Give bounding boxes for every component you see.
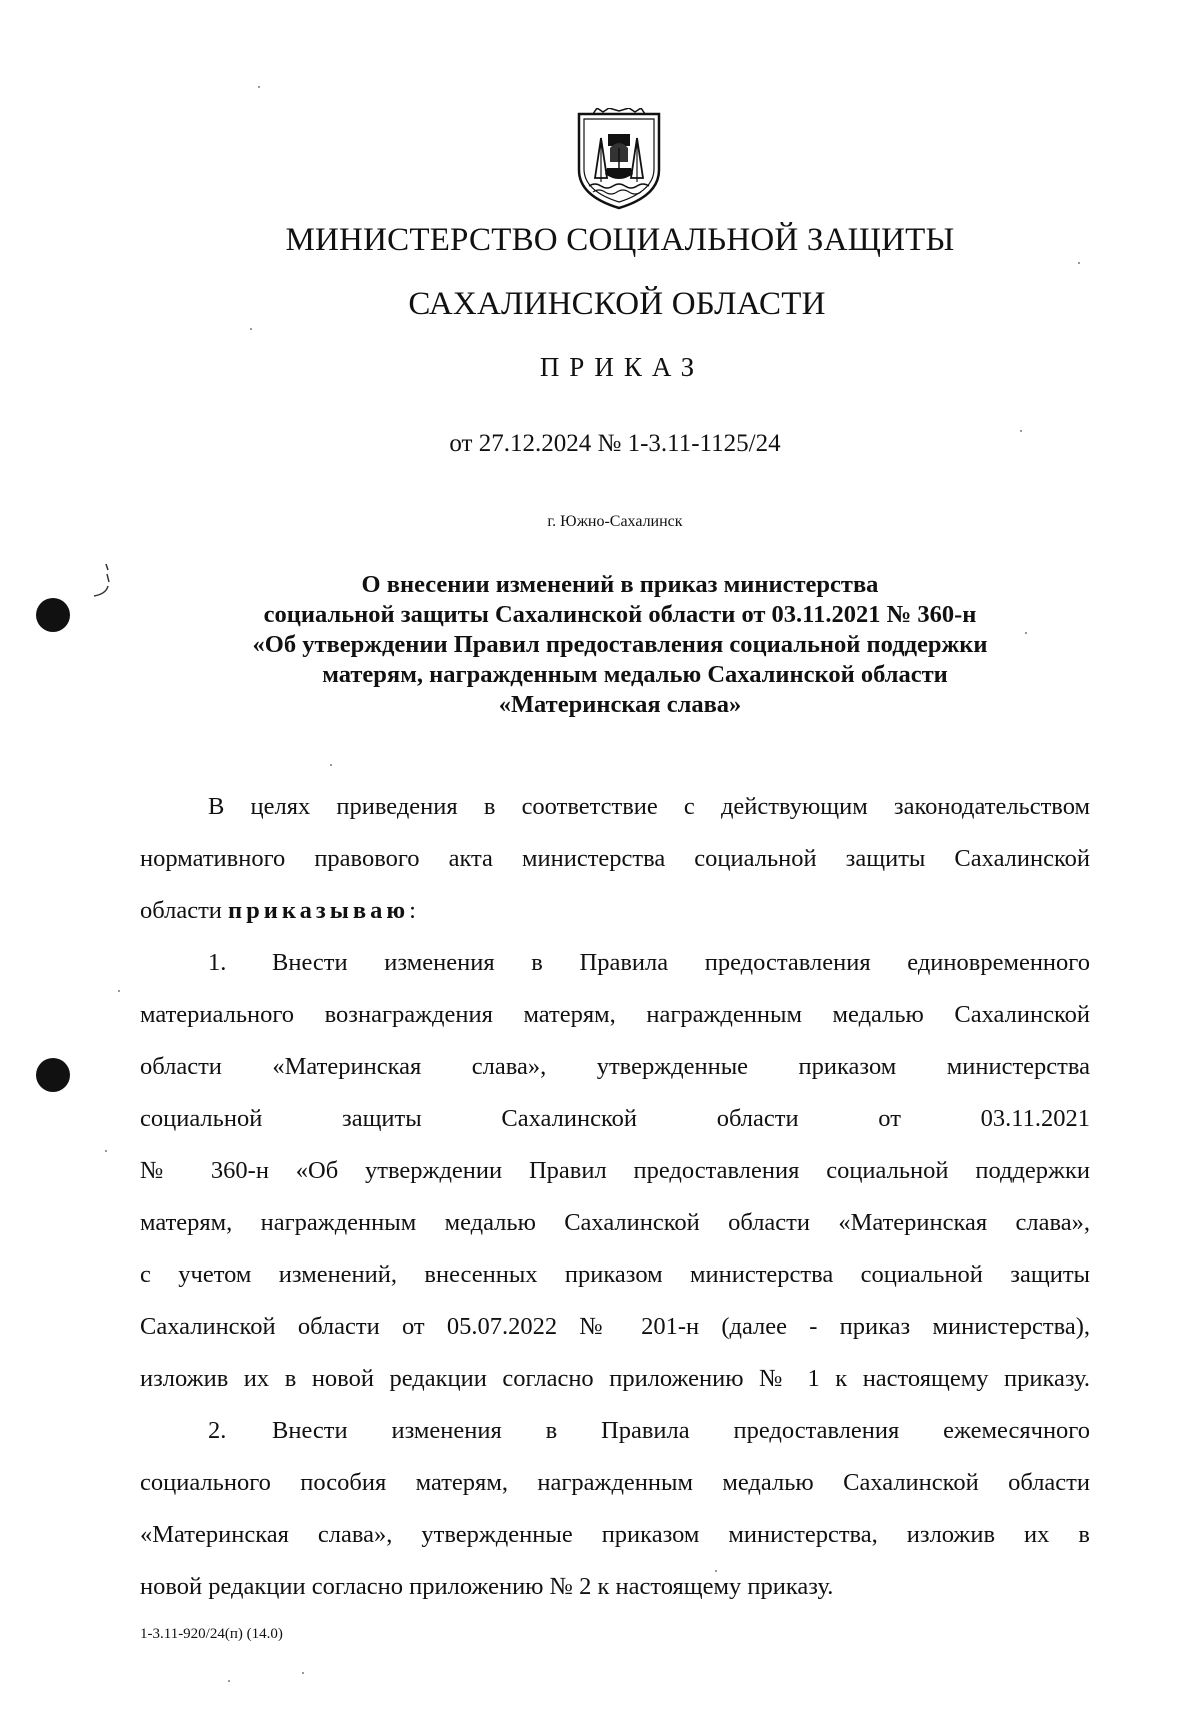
item2-line: «Материнская слава», утвержденные приказом министерства, изложив их в — [140, 1521, 1090, 1548]
punch-hole-mark — [36, 598, 70, 632]
item2-line: Внести изменения в Правила предоставления ежемесячного — [272, 1417, 1090, 1444]
document-type: ПРИКАЗ — [539, 352, 705, 382]
item2-line: социального пособия матерям, награжденным медалью Сахалинской области — [140, 1469, 1090, 1496]
scan-speck — [1025, 632, 1027, 634]
item2-number: 2. — [208, 1417, 227, 1444]
item2-first-line — [140, 1417, 1090, 1445]
item1-line: социальной защиты Сахалинской области от 03.11.2021 — [140, 1105, 1090, 1132]
item1-line: материального вознаграждения матерям, награжденным медалью Сахалинской — [140, 1001, 1090, 1028]
title-line: матерям, награжденным медалью Сахалинской области — [322, 661, 948, 688]
preamble-line: В целях приведения в соответствие с действующим законодательством — [208, 793, 1090, 820]
item1-line: № 360-н «Об утверждении Правил предоставления социальной поддержки — [140, 1157, 1090, 1184]
preamble-line — [140, 897, 1090, 925]
scan-speck — [250, 328, 252, 330]
scan-speck — [1020, 430, 1022, 432]
ministry-name-line2: САХАЛИНСКОЙ ОБЛАСТИ — [408, 286, 826, 322]
item2-line: новой редакции согласно приложению № 2 к настоящему приказу. — [140, 1573, 834, 1600]
title-line: социальной защиты Сахалинской области от 03.11.2021 № 360-н — [263, 601, 977, 628]
preamble-colon: : — [409, 897, 416, 924]
title-line: «Материнская слава» — [498, 691, 742, 718]
ministry-name-line1: МИНИСТЕРСТВО СОЦИАЛЬНОЙ ЗАЩИТЫ — [285, 222, 955, 258]
title-line: О внесении изменений в приказ министерства — [361, 571, 879, 598]
preamble-prefix: области — [140, 897, 222, 924]
scan-speck — [105, 1150, 107, 1152]
item1-number: 1. — [208, 949, 227, 976]
coat-of-arms-icon — [575, 108, 663, 212]
item1-line: с учетом изменений, внесенных приказом министерства социальной защиты — [140, 1261, 1090, 1288]
punch-hole-mark — [36, 1058, 70, 1092]
scan-speck — [715, 1570, 717, 1572]
scan-speck — [258, 86, 260, 88]
preamble-line: нормативного правового акта министерства социальной защиты Сахалинской — [140, 845, 1090, 872]
title-line: «Об утверждении Правил предоставления социальной поддержки — [252, 631, 988, 658]
document-code: 1-3.11-920/24(п) (14.0) — [140, 1626, 283, 1642]
order-title — [150, 570, 1090, 720]
scan-speck — [118, 990, 120, 992]
item1-line: матерям, награжденным медалью Сахалинской области «Материнская слава», — [140, 1209, 1090, 1236]
city-name: г. Южно-Сахалинск — [547, 513, 683, 530]
scan-speck — [330, 764, 332, 766]
scan-speck — [1078, 262, 1080, 264]
scan-speck — [302, 1672, 304, 1674]
scan-speck — [228, 1680, 230, 1682]
item1-first-line — [140, 949, 1090, 977]
item1-line: области «Материнская слава», утвержденные приказом министерства — [140, 1053, 1090, 1080]
item1-line: изложив их в новой редакции согласно приложению № 1 к настоящему приказу. — [140, 1365, 1090, 1392]
item1-line: Внести изменения в Правила предоставления единовременного — [272, 949, 1090, 976]
item1-line: Сахалинской области от 05.07.2022 № 201-н (далее - приказ министерства), — [140, 1313, 1090, 1340]
scan-mark — [80, 560, 120, 610]
order-number: от 27.12.2024 № 1-3.11-1125/24 — [449, 430, 781, 457]
order-verb: приказываю — [228, 897, 410, 924]
